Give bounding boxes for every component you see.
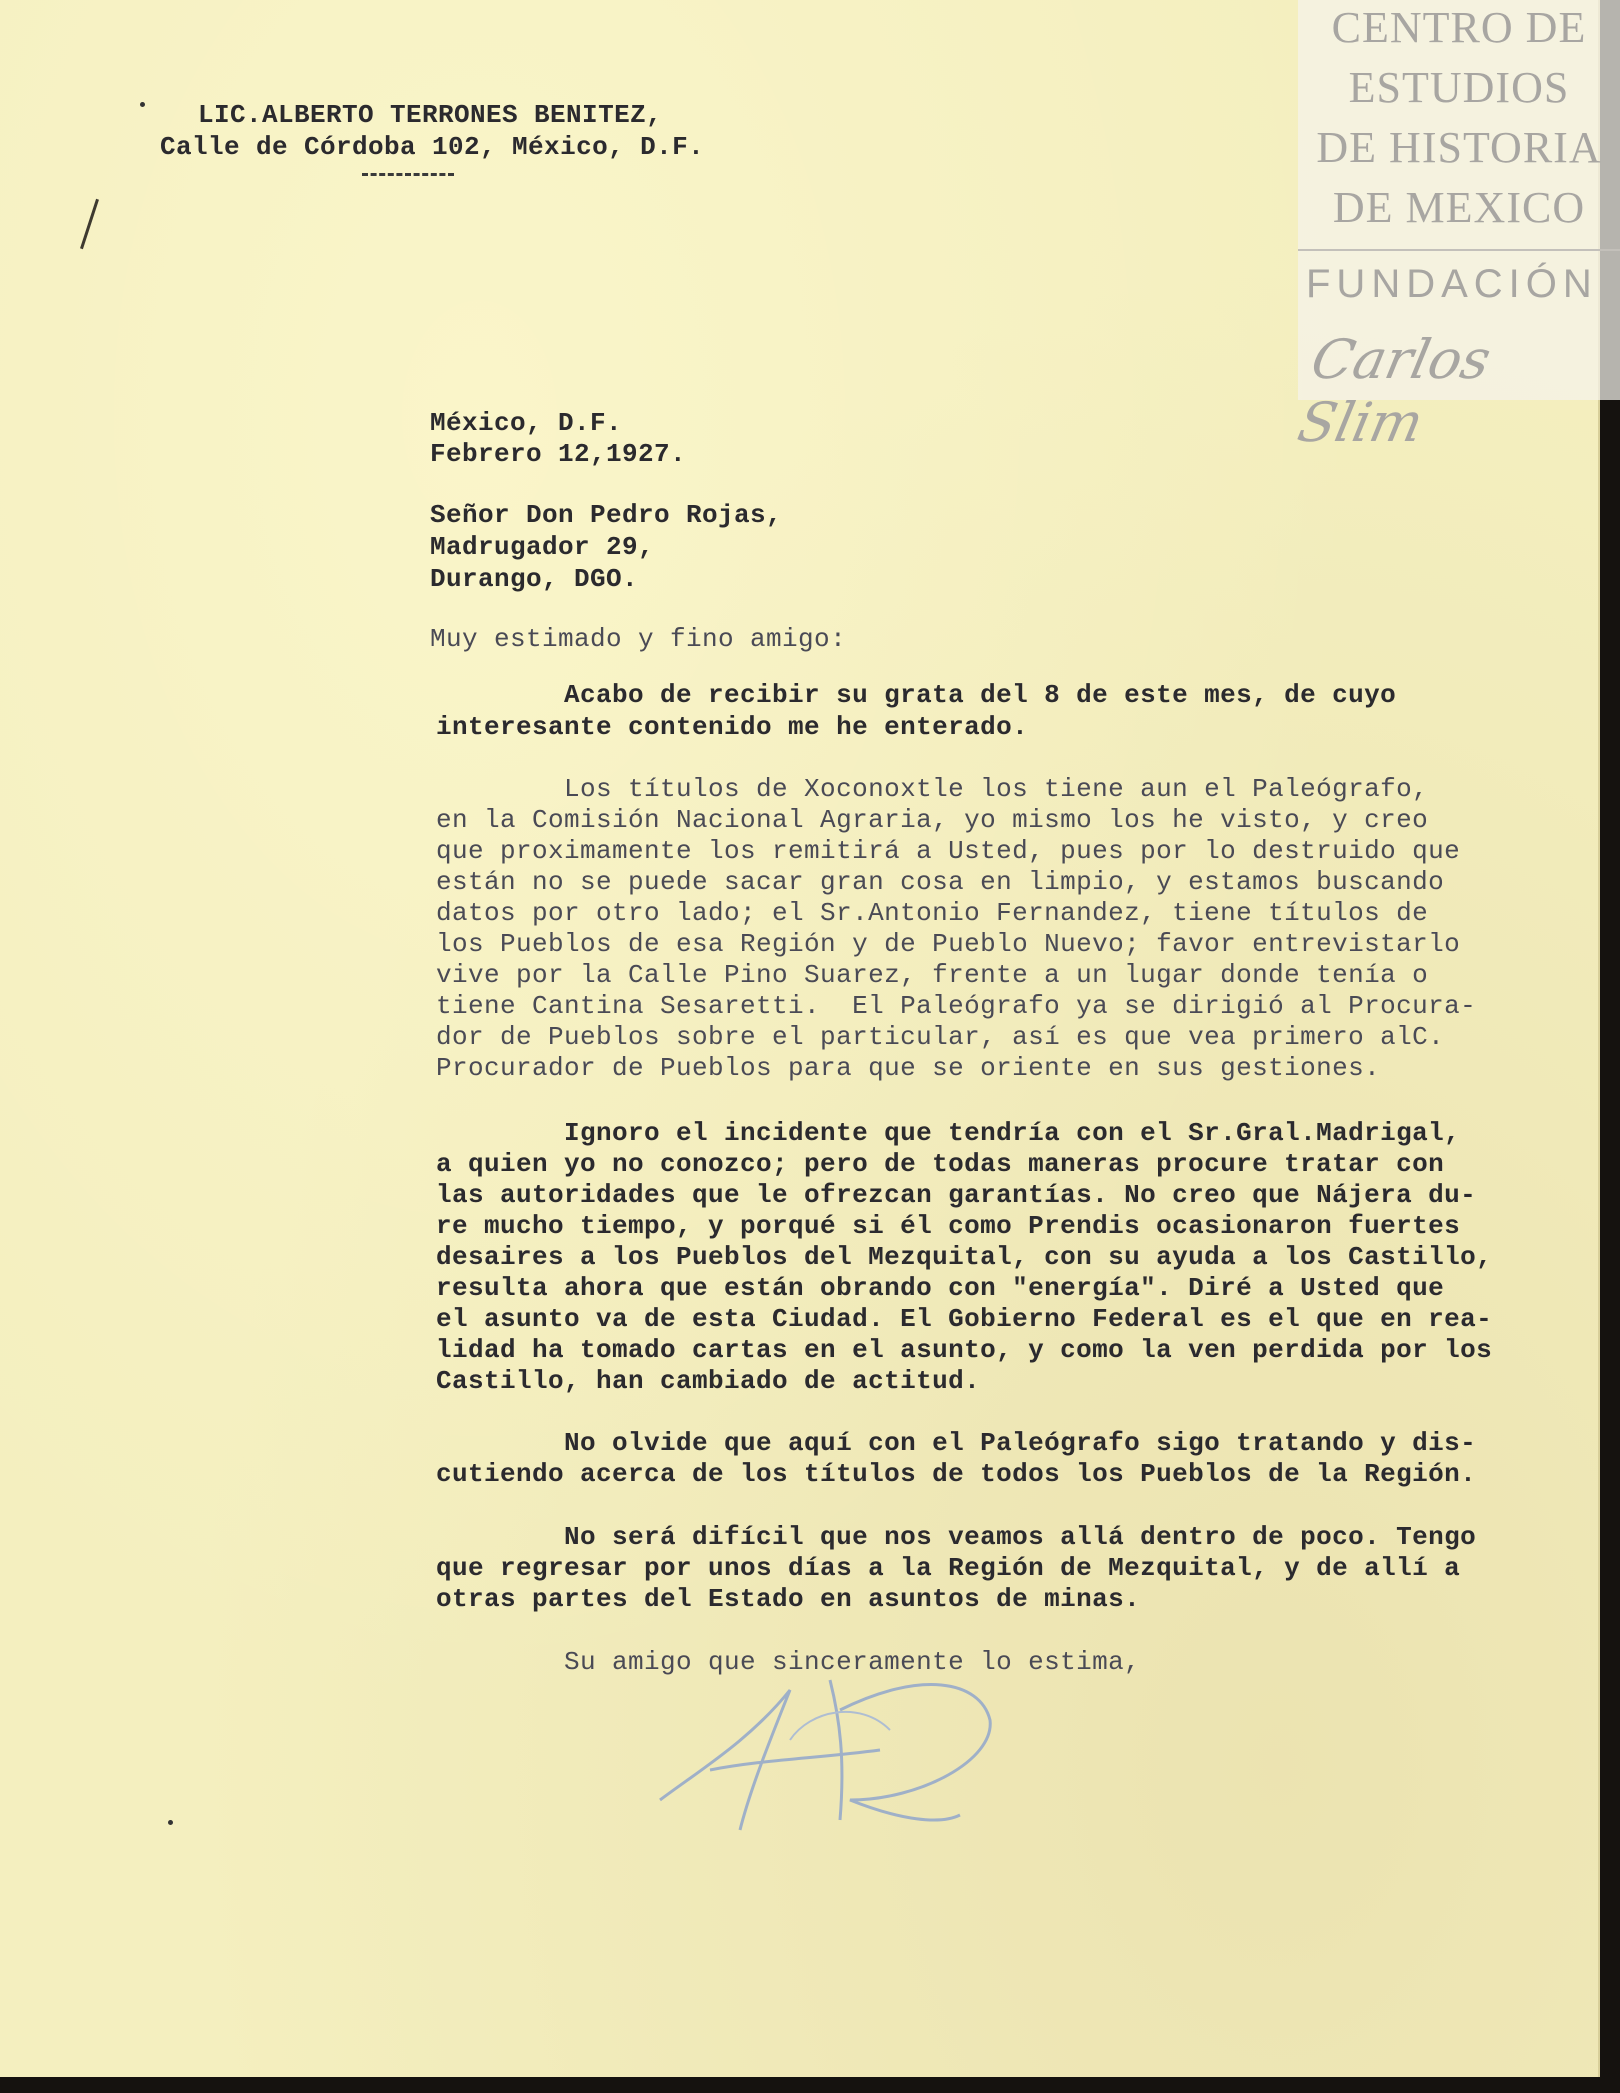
paragraph-line: No será difícil que nos veamos allá dentro de poco. Tengo <box>436 1522 1477 1552</box>
paragraph-line: cutiendo acerca de los títulos de todos los Pueblos de la Región. <box>436 1459 1477 1489</box>
ink-speck <box>140 102 145 107</box>
salutation: Muy estimado y fino amigo: <box>430 624 847 654</box>
recipient-street: Madrugador 29, <box>430 532 655 562</box>
watermark-signature-logo: Carlos Slim <box>1292 328 1497 454</box>
letterhead-rule <box>362 173 454 176</box>
paragraph-line: el asunto va de esta Ciudad. El Gobierno Federal es el que en rea- <box>436 1304 1493 1334</box>
paragraph-line: las autoridades que le ofrezcan garantías. No creo que Nájera du- <box>436 1180 1477 1210</box>
paragraph-line: Los títulos de Xoconoxtle los tiene aun el Paleógrafo, <box>436 774 1429 804</box>
paragraph-line: los Pueblos de esa Región y de Pueblo Nuevo; favor entrevistarlo <box>436 929 1461 959</box>
watermark-line: CENTRO DE <box>1331 3 1587 52</box>
watermark-line: DE HISTORIA <box>1316 123 1602 172</box>
letterhead-address: Calle de Córdoba 102, México, D.F. <box>160 132 705 162</box>
paragraph-line: No olvide que aquí con el Paleógrafo sigo tratando y dis- <box>436 1428 1477 1458</box>
paragraph-line: que regresar por unos días a la Región de Mezquital, y de allí a <box>436 1553 1461 1583</box>
recipient-city: Durango, DGO. <box>430 564 639 594</box>
handwritten-signature <box>640 1650 1060 1850</box>
date-line: Febrero 12,1927. <box>430 439 687 469</box>
closing-line: Su amigo que sinceramente lo estima, <box>436 1647 1141 1677</box>
letterhead-name: LIC.ALBERTO TERRONES BENITEZ, <box>198 100 663 130</box>
paragraph-line: a quien yo no conozco; pero de todas maneras procure tratar con <box>436 1149 1445 1179</box>
paragraph-line: Procurador de Pueblos para que se oriente en sus gestiones. <box>436 1053 1381 1083</box>
archive-watermark <box>1292 0 1620 454</box>
pencil-mark <box>80 199 99 249</box>
ink-speck <box>168 1820 173 1825</box>
paragraph-line: vive por la Calle Pino Suarez, frente a un lugar donde tenía o <box>436 960 1429 990</box>
paragraph-line: Ignoro el incidente que tendría con el Sr.Gral.Madrigal, <box>436 1118 1461 1148</box>
watermark-line: DE MEXICO <box>1332 183 1586 232</box>
watermark-line: ESTUDIOS <box>1348 63 1570 112</box>
paragraph-line: que proximamente los remitirá a Usted, pues por lo destruido que <box>436 836 1461 866</box>
paragraph-line: interesante contenido me he enterado. <box>436 712 1029 742</box>
date-city: México, D.F. <box>430 408 623 438</box>
paragraph-line: dor de Pueblos sobre el particular, así es que vea primero alC. <box>436 1022 1445 1052</box>
paragraph-line: Acabo de recibir su grata del 8 de este mes, de cuyo <box>436 680 1397 710</box>
paragraph-line: desaires a los Pueblos del Mezquital, con su ayuda a los Castillo, <box>436 1242 1493 1272</box>
paragraph-line: están no se puede sacar gran cosa en limpio, y estamos buscando <box>436 867 1445 897</box>
paragraph-line: lidad ha tomado cartas en el asunto, y como la ven perdida por los <box>436 1335 1493 1365</box>
watermark-divider <box>1298 249 1620 251</box>
paragraph-line: re mucho tiempo, y porqué si él como Prendis ocasionaron fuertes <box>436 1211 1461 1241</box>
paragraph-line: resulta ahora que están obrando con "energía". Diré a Usted que <box>436 1273 1445 1303</box>
watermark-fundacion: FUNDACIÓN <box>1306 262 1598 306</box>
recipient-name: Señor Don Pedro Rojas, <box>430 500 783 530</box>
paragraph-line: datos por otro lado; el Sr.Antonio Fernandez, tiene títulos de <box>436 898 1429 928</box>
paragraph-line: Castillo, han cambiado de actitud. <box>436 1366 981 1396</box>
paragraph-line: en la Comisión Nacional Agraria, yo mismo los he visto, y creo <box>436 805 1429 835</box>
paragraph-line: otras partes del Estado en asuntos de minas. <box>436 1584 1141 1614</box>
paragraph-line: tiene Cantina Sesaretti. El Paleógrafo ya se dirigió al Procura- <box>436 991 1477 1021</box>
